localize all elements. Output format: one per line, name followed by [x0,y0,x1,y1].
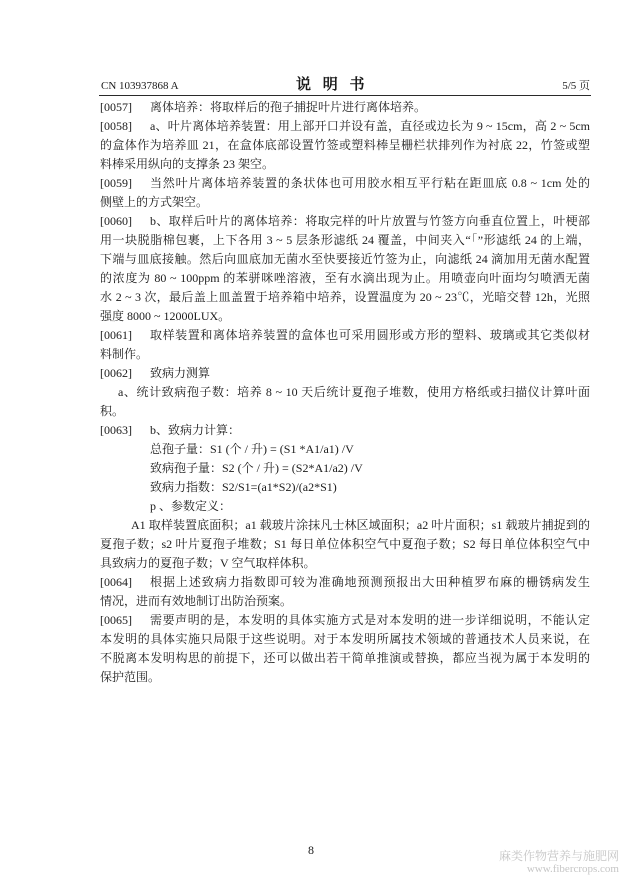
watermark-url: www.fibercrops.com [526,863,619,875]
text-line: 的浓度为 80 ~ 100ppm 的苯骈咪唑溶液，至有水滴出现为止。用喷壶向叶面均匀喷洒无菌 [100,271,590,285]
page-info: 5/5 页 [562,80,590,92]
paragraph-number: [0060] [100,214,132,228]
paragraph-0060 [100,212,590,326]
header-divider [99,95,591,96]
text-line: 不脱离本发明构思的前提下，还可以做出若干简单推演或替换，都应当视为属于本发明的 [100,651,590,665]
paragraph-0058 [100,117,590,174]
text-line: 需要声明的是，本发明的具体实施方式是对本发明的进一步详细说明，不能认定 [150,613,590,627]
text-line: 强度 8000 ~ 12000LUX。 [100,309,231,323]
text-line: b、取样后叶片的离体培养：将取完样的叶片放置与竹签方向垂直位置上，叶梗部 [150,214,590,228]
paragraph-number: [0065] [100,613,132,627]
paragraph-number: [0057] [100,100,132,114]
text-line: 水 2 ~ 3 次，最后盖上皿盖置于培养箱中培养，设置温度为 20 ~ 23℃，光暗交替 12h，光照 [100,290,590,304]
text-line: 下端与皿底接触。然后向皿底加无菌水至快要接近竹签为止，向滤纸 24 滴加用无菌水配置 [100,252,590,266]
paragraph-number: [0061] [100,328,132,342]
parameter-definition-heading: p 、参数定义： [150,499,232,513]
text-line: 料棒采用纵向的支撑条 23 架空。 [100,157,275,171]
text-line: 取样装置和离体培养装置的盒体也可采用圆形或方形的塑料、玻璃或其它类似材 [150,328,590,342]
text-line: 的盒体作为培养皿 21，在盒体底部设置竹签或塑料棒呈栅栏状排列作为衬底 22，竹签或塑 [100,138,590,152]
text-line: 夏孢子数；s2 叶片夏孢子堆数；S1 每日单位体积空气中夏孢子数；S2 每日单位体积空气中 [100,537,590,551]
paragraph-0062 [100,364,590,421]
text-line: 情况，进而有效地制订出防治预案。 [100,594,293,608]
text-line: 本发明的具体实施只局限于这些说明。对于本发明所属技术领域的普通技术人员来说，在 [100,632,590,646]
text-line: 具致病力的夏孢子数；V 空气取样体积。 [100,556,316,570]
formula-pathogenicity-index: 致病力指数：S2/S1=(a1*S2)/(a2*S1) [150,480,337,494]
text-line: 离体培养：将取样后的孢子捕捉叶片进行离体培养。 [150,100,427,114]
text-line: A1 取样装置底面积；a1 载玻片涂抹凡士林区域面积；a2 叶片面积；s1 载玻片捕捉到的 [131,518,590,532]
text-line: 侧壁上的方式架空。 [100,195,209,209]
section-heading: 致病力测算 [150,366,211,380]
paragraph-0065 [100,611,590,687]
document-number: CN 103937868 A [101,80,179,92]
paragraph-number: [0062] [100,366,132,380]
document-section-title: 说 明 书 [296,77,369,93]
paragraph-0064 [100,573,590,611]
watermark [499,849,619,876]
text-line: 根据上述致病力指数即可较为准确地预测预报出大田种植罗布麻的栅锈病发生 [150,575,590,589]
paragraph-0057 [100,98,590,117]
page-number: 8 [308,843,314,857]
document-body [100,98,590,687]
text-line: 料制作。 [100,347,149,361]
formula-pathogenic-spores: 致病孢子量：S2 (个 / 升) = (S2*A1/a2) /V [150,461,363,475]
paragraph-number: [0064] [100,575,132,589]
paragraph-number: [0059] [100,176,132,190]
text-line: a、统计致病孢子数：培养 8 ~ 10 天后统计夏孢子堆数，使用方格纸或扫描仪计算叶面 [118,385,590,399]
paragraph-0063 [100,421,590,573]
paragraph-0059 [100,174,590,212]
text-line: 保护范围。 [100,670,161,684]
watermark-site-name: 麻类作物营养与施肥网 [498,849,619,863]
text-line: 当然叶片离体培养装置的条状体也可用胶水相互平行粘在距皿底 0.8 ~ 1cm 处的 [150,176,590,190]
paragraph-number: [0063] [100,423,132,437]
paragraph-0061 [100,326,590,364]
formula-total-spores: 总孢子量：S1 (个 / 升) = (S1 *A1/a1) /V [150,442,354,456]
text-line: b、致病力计算： [150,423,241,437]
text-line: 用一块脱脂棉包裹，上下各用 3 ~ 5 层条形滤纸 24 覆盖，中间夹入“「”形滤纸 24 的上端， [100,233,590,247]
paragraph-number: [0058] [100,119,132,133]
text-line: 积。 [100,404,125,418]
text-line: a、叶片离体培养装置：用上部开口并设有盖，直径或边长为 9 ~ 15cm，高 2 ~ 5cm [150,119,590,133]
